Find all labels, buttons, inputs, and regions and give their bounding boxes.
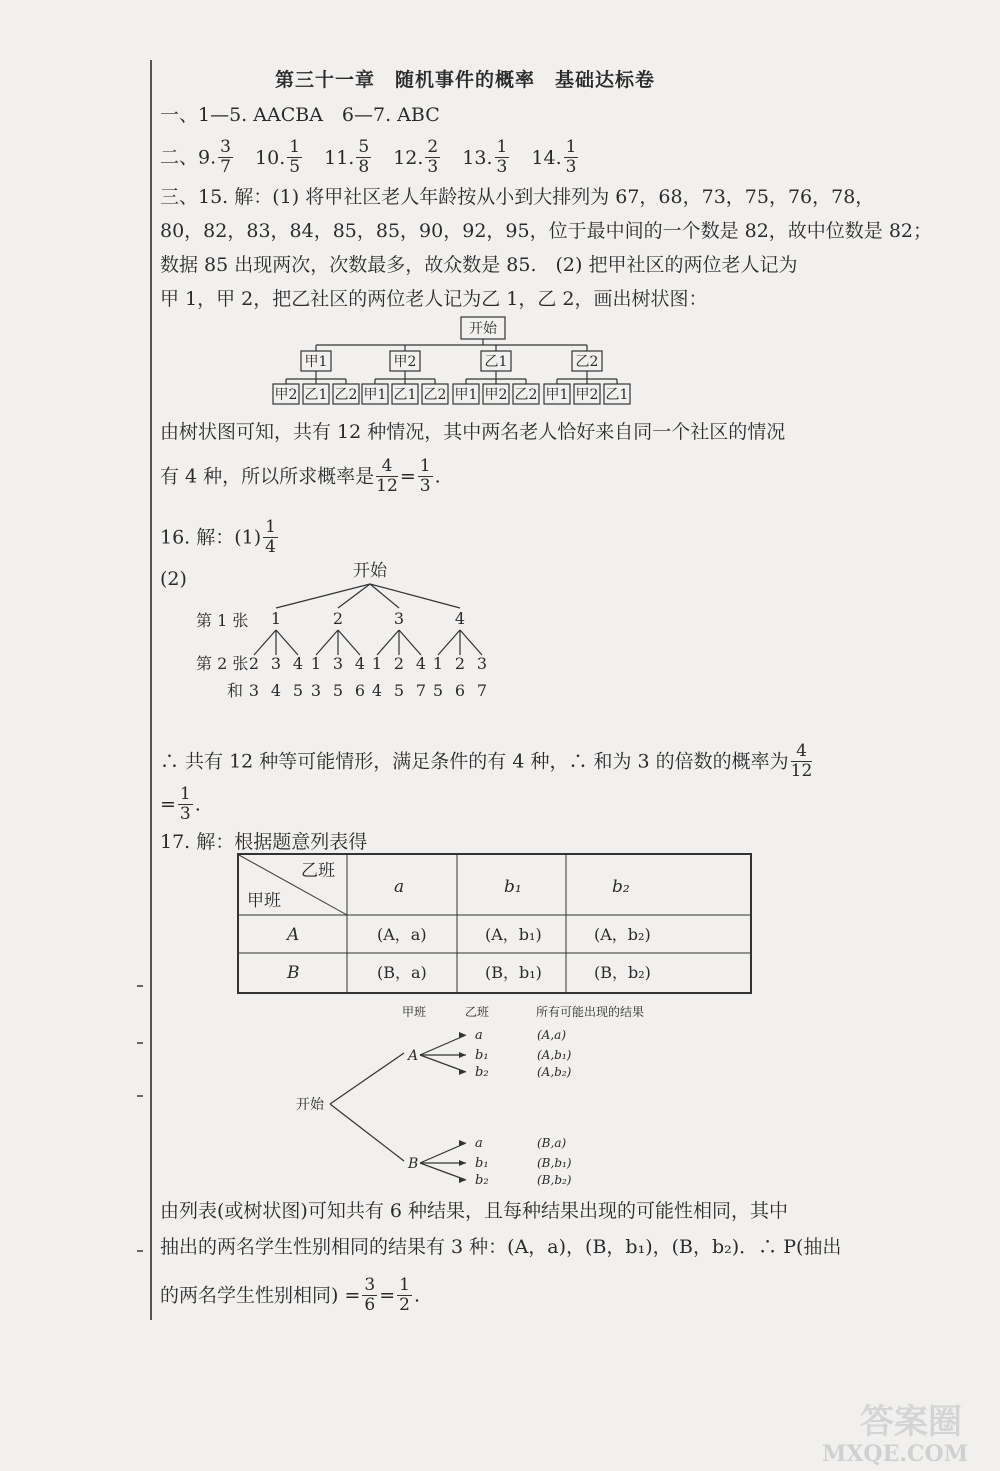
result-pair: (B,a) (537, 1136, 567, 1150)
tree-leaf-node-label: 乙2 (423, 387, 447, 403)
fraction: $\frac{4}{12}$ (790, 741, 813, 781)
sum-value: 6 (354, 681, 366, 700)
card2-node: 2 (248, 654, 260, 673)
class-b-leaf: a (475, 1136, 483, 1151)
tree-leaf-node-label: 乙1 (605, 387, 629, 403)
tree-level1-node-label: 甲1 (304, 354, 328, 370)
table-cell: (A，a) (377, 925, 427, 944)
class-b-leaf: b₂ (475, 1065, 489, 1080)
card2-node: 3 (270, 654, 282, 673)
arrow-head (459, 1160, 466, 1166)
class-a-node: A (408, 1048, 419, 1064)
q16-tree-diagram (196, 561, 487, 700)
fraction: $\frac{2}{3}$ (427, 137, 439, 177)
table-row-header: B (287, 963, 300, 983)
result-pair: (A,b₂) (537, 1065, 572, 1079)
sum-value: 5 (432, 681, 444, 700)
table-col-header: a (394, 877, 405, 897)
card1-node: 3 (393, 609, 405, 628)
fraction: $\frac{4}{12}$ (376, 456, 398, 496)
header-results: 所有可能出现的结果 (536, 1005, 645, 1019)
table-cell: (B，b₁) (485, 963, 542, 982)
tree-level1-node-label: 乙1 (484, 354, 508, 370)
table-row-header: A (287, 925, 300, 945)
tree-leaf-node-label: 乙1 (304, 387, 328, 403)
fraction: $\frac{3}{7}$ (220, 137, 231, 177)
tree-root-label: 开始 (353, 561, 387, 581)
sum-value: 5 (332, 681, 344, 700)
class-b-leaf: b₂ (475, 1173, 489, 1188)
q16-conclusion-2: = $\frac{1}{3}$ . (160, 784, 201, 824)
card1-node: 4 (454, 609, 466, 628)
sum-value: 5 (393, 681, 405, 700)
tree-leaf-node-label: 乙2 (514, 387, 538, 403)
row-label-card1: 第 1 张 (196, 611, 249, 630)
class-b-leaf: b₁ (475, 1048, 489, 1063)
header-class-b: 乙班 (465, 1005, 490, 1019)
card2-node: 3 (476, 654, 488, 673)
sum-value: 3 (310, 681, 322, 700)
header-class-a: 甲班 (402, 1005, 427, 1019)
tree-root-label: 开始 (296, 1097, 324, 1113)
q17-tree-diagram (296, 1004, 644, 1188)
tree-leaf-node-label: 甲1 (454, 387, 478, 403)
card2-node: 2 (393, 654, 405, 673)
fraction: $\frac{1}{2}$ (399, 1275, 410, 1315)
fraction: $\frac{1}{3}$ (565, 137, 577, 177)
tree-leaf-node-label: 甲1 (545, 387, 569, 403)
tree-leaf-node-label: 乙2 (334, 387, 358, 403)
tree-level1-node-label: 乙2 (575, 354, 599, 370)
q15-conclusion-1: 由树状图可知，共有 12 种情况，其中两名老人恰好来自同一个社区的情况 (160, 421, 786, 443)
result-pair: (B,b₂) (537, 1173, 572, 1187)
sum-value: 7 (415, 681, 427, 700)
table-cell: (B，b₂) (594, 963, 651, 982)
tree-level1-node-label: 甲2 (393, 354, 417, 370)
q15-tree-diagram (273, 317, 630, 404)
table-cell: (A，b₂) (594, 925, 651, 944)
class-a-node: B (408, 1156, 419, 1172)
sum-value: 4 (371, 681, 383, 700)
card1-node: 1 (270, 609, 282, 628)
card2-node: 1 (310, 654, 322, 673)
q16-answer-1: 16. 解：(1) $\frac{1}{4}$ (160, 517, 276, 557)
arrow-head (459, 1069, 466, 1075)
table-corner-bottom: 甲班 (247, 891, 281, 911)
watermark-logo (800, 1395, 990, 1465)
table-col-header: b₂ (612, 877, 630, 897)
tree-leaf-node-label: 甲2 (575, 387, 599, 403)
q17-conclusion-2: 抽出的两名学生性别相同的结果有 3 种：(A，a)，(B，b₁)，(B，b₂)．∴ P(抽出 (160, 1236, 842, 1258)
result-pair: (A,b₁) (537, 1048, 572, 1062)
fraction: $\frac{1}{3}$ (419, 456, 431, 496)
row-label-sum: 和 (227, 681, 244, 700)
q15-line-1: 三、15. 解：(1) 将甲社区老人年龄按从小到大排列为 67，68，73，75，76，78， (160, 186, 875, 208)
card1-node: 2 (332, 609, 344, 628)
q17-conclusion-1: 由列表(或树状图)可知共有 6 种结果，且每种结果出现的可能性相同，其中 (160, 1200, 788, 1222)
sum-value: 4 (270, 681, 282, 700)
tree-leaf-node-label: 甲2 (484, 387, 508, 403)
fraction: $\frac{1}{4}$ (265, 517, 276, 557)
sum-value: 5 (292, 681, 304, 700)
tree-root-node-label: 开始 (469, 321, 497, 337)
table-col-header: b₁ (504, 877, 522, 897)
section-1-answers: 一、1—5. AACBA 6—7. ABC (160, 104, 440, 126)
sec2-prefix: 二、9. (160, 146, 217, 169)
fraction: $\frac{1}{3}$ (496, 137, 508, 177)
arrow-head (459, 1177, 466, 1183)
q16-conclusion-1: ∴ 共有 12 种等可能情形，满足条件的有 4 种，∴ 和为 3 的倍数的概率为 $\frac{4}{12}$ (160, 741, 813, 781)
section-2-answers: 二、9. $\frac{3}{7}$ 10. $\frac{1}{5}$ 11. $\frac{5}{8}$ 12. $\frac{2}{3}$ 13. $\frac{1}{3}$ 14. $\frac{1}{3}$ (160, 137, 577, 177)
card2-node: 4 (415, 654, 427, 673)
card2-node: 1 (371, 654, 383, 673)
card2-node: 4 (292, 654, 304, 673)
class-b-leaf: b₁ (475, 1156, 489, 1171)
fraction: $\frac{5}{8}$ (358, 137, 370, 177)
watermark-bottom: MXQE.COM (822, 1441, 969, 1465)
watermark-top: 答案圈 (860, 1402, 962, 1442)
page-title: 第三十一章 随机事件的概率 基础达标卷 (275, 69, 656, 91)
fraction: $\frac{3}{6}$ (364, 1275, 376, 1315)
table-corner-top: 乙班 (301, 861, 335, 881)
q16-part-2: (2) (160, 568, 187, 590)
row-label-card2: 第 2 张 (196, 654, 249, 673)
q15-line-3: 数据 85 出现两次，次数最多，故众数是 85. (2) 把甲社区的两位老人记为 (160, 254, 798, 276)
fraction: $\frac{1}{5}$ (289, 137, 301, 177)
result-pair: (A,a) (537, 1028, 566, 1042)
arrow-head (459, 1052, 466, 1058)
q15-line-2: 80，82，83，84，85，85，90，92，95，位于最中间的一个数是 82，故中位数是 82； (160, 220, 933, 242)
fraction: $\frac{1}{3}$ (179, 784, 191, 824)
card2-node: 1 (432, 654, 444, 673)
q15-line-4: 甲 1，甲 2，把乙社区的两位老人记为乙 1，乙 2，画出树状图： (160, 288, 708, 310)
tree-leaf-node-label: 甲1 (363, 387, 387, 403)
sum-value: 6 (454, 681, 466, 700)
q17-intro: 17. 解：根据题意列表得 (160, 831, 368, 853)
q17-table (237, 853, 752, 994)
card2-node: 4 (354, 654, 366, 673)
table-cell: (A，b₁) (485, 925, 542, 944)
class-b-leaf: a (475, 1028, 483, 1043)
q15-conclusion-2: 有 4 种，所以所求概率是 $\frac{4}{12}$ = $\frac{1}{3}$ . (160, 456, 441, 496)
tree-leaf-node-label: 乙1 (393, 387, 417, 403)
card2-node: 2 (454, 654, 466, 673)
table-cell: (B，a) (377, 963, 427, 982)
card2-node: 3 (332, 654, 344, 673)
sum-value: 3 (248, 681, 260, 700)
q17-conclusion-3: 的两名学生性别相同) = $\frac{3}{6}$ = $\frac{1}{2}$ . (160, 1275, 420, 1315)
result-pair: (B,b₁) (537, 1156, 572, 1170)
sum-value: 7 (476, 681, 488, 700)
tree-leaf-node-label: 甲2 (274, 387, 298, 403)
